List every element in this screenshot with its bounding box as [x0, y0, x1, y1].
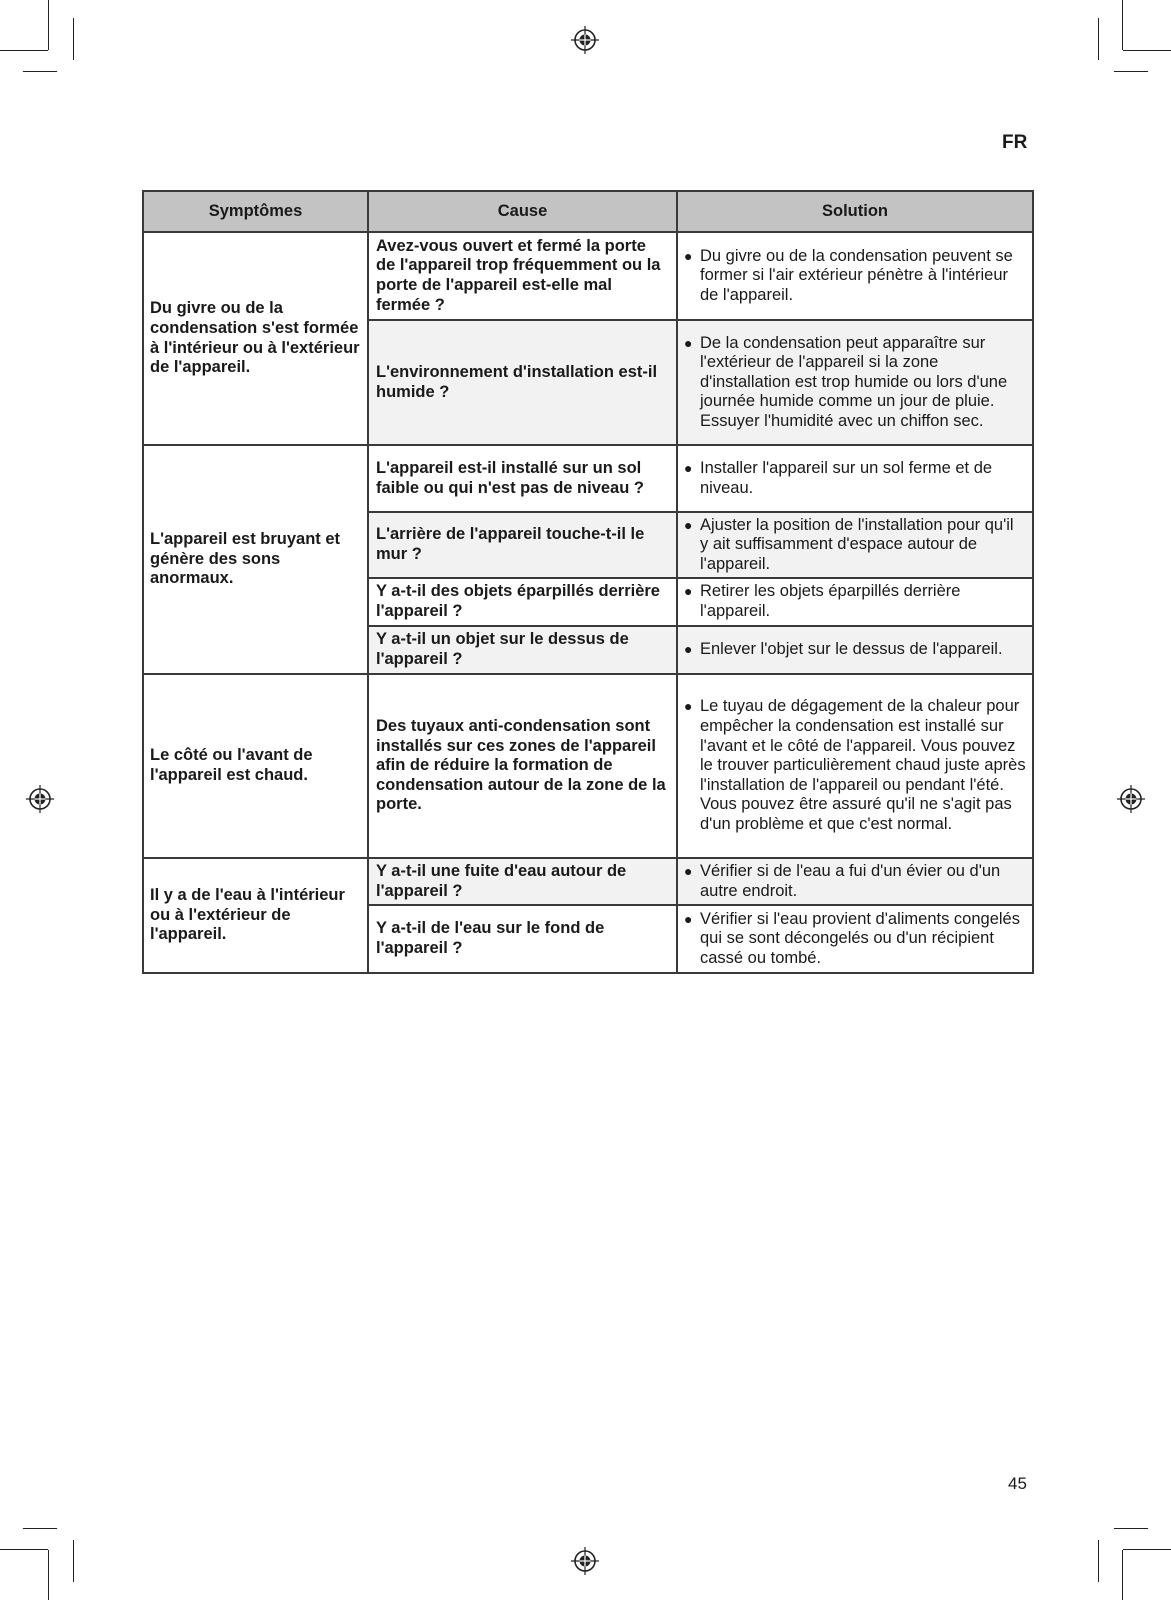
cause-cell: Des tuyaux anti-condensation sont installés sur ces zones de l'appareil afin de réduire la formation de condensation autour de la zone de la porte. — [368, 674, 677, 858]
symptom-cell: Du givre ou de la condensation s'est formée à l'intérieur ou à l'extérieur de l'appareil. — [143, 232, 368, 445]
registration-mark-icon — [571, 26, 599, 54]
registration-mark-icon — [571, 1547, 599, 1575]
crop-mark — [73, 1540, 74, 1582]
registration-mark-icon — [26, 785, 54, 813]
crop-mark — [48, 0, 49, 50]
header-cause: Cause — [368, 191, 677, 232]
solution-cell — [677, 232, 1033, 320]
table-row — [143, 232, 1033, 320]
solution-text: De la condensation peut apparaître sur l'extérieur de l'appareil si la zone d'installation est trop humide ou lors d'une journée humide comme un jour de pluie. Essuyer l'humidité avec un chiffon sec. — [700, 333, 1008, 430]
solution-cell — [677, 626, 1033, 674]
solution-cell — [677, 578, 1033, 626]
cause-cell: L'arrière de l'appareil touche-t-il le mur ? — [368, 512, 677, 578]
solution-cell — [677, 674, 1033, 858]
bullet-icon: ● — [684, 459, 693, 476]
solution-cell — [677, 320, 1033, 445]
bullet-icon: ● — [684, 698, 693, 715]
crop-mark — [1114, 1528, 1148, 1529]
cause-cell: L'appareil est-il installé sur un sol faible ou qui n'est pas de niveau ? — [368, 445, 677, 512]
solution-cell — [677, 512, 1033, 578]
crop-mark — [0, 1549, 48, 1550]
crop-mark — [73, 18, 74, 60]
page-number: 45 — [1008, 1474, 1027, 1493]
header-solution: Solution — [677, 191, 1033, 232]
bullet-icon: ● — [684, 862, 693, 879]
table-row — [143, 445, 1033, 512]
solution-cell — [677, 905, 1033, 973]
cause-cell: Y a-t-il des objets éparpillés derrière l'appareil ? — [368, 578, 677, 626]
crop-mark — [48, 1550, 49, 1600]
symptom-cell: Il y a de l'eau à l'intérieur ou à l'extérieur de l'appareil. — [143, 858, 368, 973]
crop-mark — [1123, 50, 1171, 51]
table-row — [143, 674, 1033, 858]
cause-cell: L'environnement d'installation est-il humide ? — [368, 320, 677, 445]
solution-text: Retirer les objets éparpillés derrière l'appareil. — [700, 582, 961, 620]
bullet-icon: ● — [684, 516, 693, 533]
solution-cell — [677, 858, 1033, 905]
crop-mark — [0, 50, 48, 51]
crop-mark — [1122, 1550, 1123, 1600]
header-symptoms: Symptômes — [143, 191, 368, 232]
bullet-icon: ● — [684, 641, 693, 658]
bullet-icon: ● — [684, 247, 693, 264]
cause-cell: Avez-vous ouvert et fermé la porte de l'appareil trop fréquemment ou la porte de l'appareil est-elle mal fermée ? — [368, 232, 677, 320]
crop-mark — [1114, 71, 1148, 72]
troubleshooting-table — [142, 190, 1034, 974]
solution-text: Vérifier si l'eau provient d'aliments congelés qui se sont décongelés ou d'un récipient cassé ou tombé. — [700, 909, 1020, 967]
crop-mark — [1098, 18, 1099, 60]
language-label: FR — [1002, 132, 1028, 153]
bullet-icon: ● — [684, 910, 693, 927]
solution-text: Enlever l'objet sur le dessus de l'appareil. — [700, 640, 1003, 659]
cause-cell: Y a-t-il une fuite d'eau autour de l'appareil ? — [368, 858, 677, 905]
cause-cell: Y a-t-il de l'eau sur le fond de l'appareil ? — [368, 905, 677, 973]
registration-mark-icon — [1117, 785, 1145, 813]
cause-cell: Y a-t-il un objet sur le dessus de l'appareil ? — [368, 626, 677, 674]
crop-mark — [23, 1528, 57, 1529]
bullet-icon: ● — [684, 334, 693, 351]
solution-text: Du givre ou de la condensation peuvent se former si l'air extérieur pénètre à l'intérieur de l'appareil. — [700, 246, 1013, 304]
crop-mark — [1098, 1540, 1099, 1582]
table-header-row — [143, 191, 1033, 232]
symptom-cell: Le côté ou l'avant de l'appareil est chaud. — [143, 674, 368, 858]
crop-mark — [1123, 1549, 1171, 1550]
solution-text: Installer l'appareil sur un sol ferme et de niveau. — [700, 458, 993, 497]
table-row — [143, 858, 1033, 905]
solution-cell — [677, 445, 1033, 512]
solution-text: Vérifier si de l'eau a fui d'un évier ou d'un autre endroit. — [700, 861, 1001, 900]
bullet-icon: ● — [684, 583, 693, 600]
crop-mark — [1122, 0, 1123, 50]
symptom-cell: L'appareil est bruyant et génère des sons anormaux. — [143, 445, 368, 674]
solution-text: Le tuyau de dégagement de la chaleur pour empêcher la condensation est installé sur l'avant et le côté de l'appareil. Vous pouvez le trouver particulièrement chaud juste après l'installation de l'appareil ou pendant l'été. Vous pouvez être assuré qu'il ne s'agit pas d'un problème et que c'est normal. — [700, 697, 1026, 833]
solution-text: Ajuster la position de l'installation pour qu'il y ait suffisamment d'espace autour de l'appareil. — [700, 515, 1014, 573]
crop-mark — [23, 71, 57, 72]
